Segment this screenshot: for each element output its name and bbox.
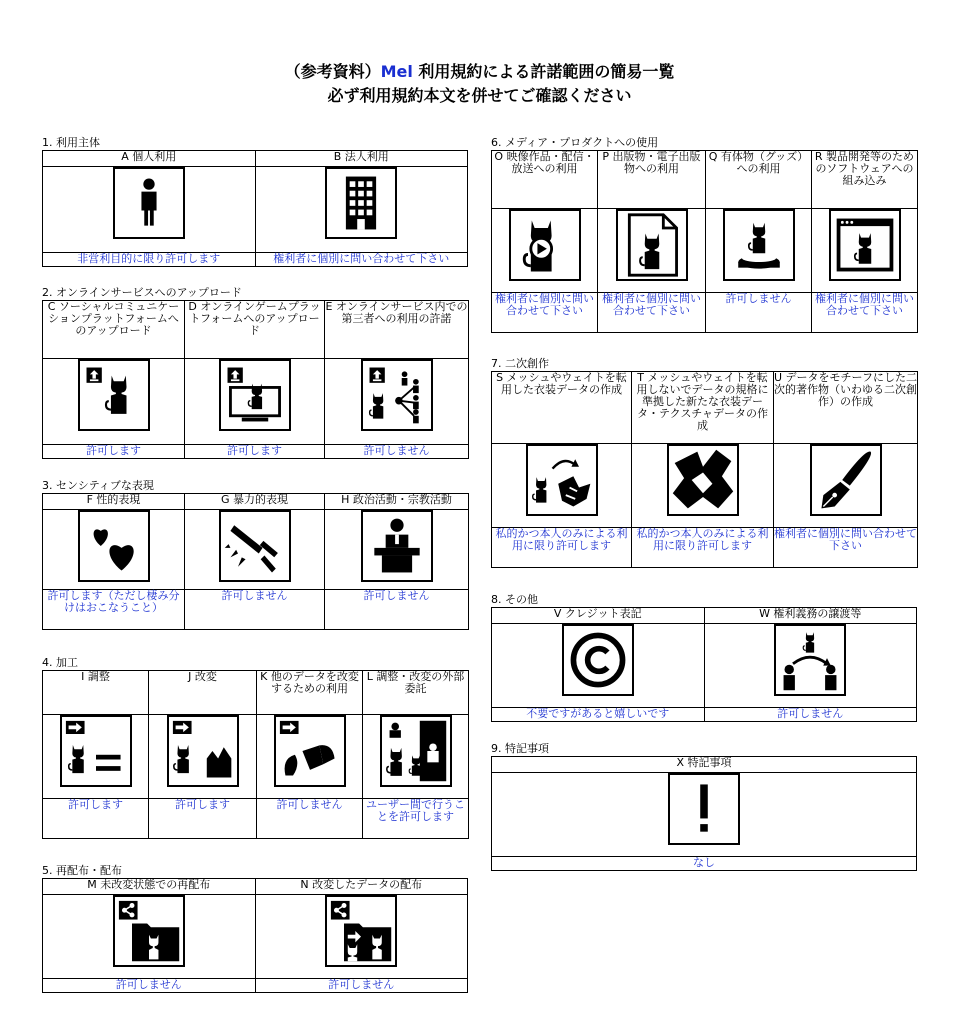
figure-icon bbox=[723, 209, 795, 281]
status-d: 許可します bbox=[185, 445, 325, 459]
header-r: R 製品開発等のためのソフトウェアへの組み込み bbox=[812, 151, 918, 209]
status-f: 許可します（ただし棲み分けはおこなうこと） bbox=[43, 590, 185, 630]
status-l: ユーザー間で行うことを許可します bbox=[363, 799, 469, 839]
header-g: G 暴力的表現 bbox=[185, 494, 325, 510]
status-w: 許可しません bbox=[704, 708, 917, 722]
section-label: 4. 加工 bbox=[42, 656, 78, 669]
modify-icon bbox=[167, 715, 239, 787]
status-i: 許可します bbox=[43, 799, 149, 839]
status-s: 私的かつ本人のみによる利用に限り許可します bbox=[492, 528, 632, 568]
status-q: 許可しません bbox=[706, 293, 812, 333]
header-i: I 調整 bbox=[43, 671, 149, 715]
status-x: なし bbox=[492, 857, 917, 871]
status-p: 権利者に個別に問い合わせて下さい bbox=[598, 293, 706, 333]
status-r: 権利者に個別に問い合わせて下さい bbox=[812, 293, 918, 333]
hearts-icon bbox=[78, 510, 150, 582]
section-other bbox=[491, 593, 917, 722]
header-q: Q 有体物（グッズ）への利用 bbox=[706, 151, 812, 209]
title-brand: Mel bbox=[380, 62, 413, 81]
status-m: 許可しません bbox=[43, 979, 256, 993]
transfer-icon bbox=[774, 624, 846, 696]
section-label: 8. その他 bbox=[491, 593, 538, 606]
section-label: 7. 二次創作 bbox=[491, 357, 549, 370]
section-label: 6. メディア・プロダクトへの使用 bbox=[491, 136, 659, 149]
status-v: 不要ですがあると嬉しいです bbox=[492, 708, 705, 722]
header-b: B 法人利用 bbox=[255, 151, 468, 167]
header-c: C ソーシャルコミュニケーションプラットフォームへのアップロード bbox=[43, 301, 185, 359]
header-s: S メッシュやウェイトを転用した衣装データの作成 bbox=[492, 372, 632, 444]
section-label: 1. 利用主体 bbox=[42, 136, 100, 149]
copyright-icon bbox=[562, 624, 634, 696]
header-p: P 出版物・電子出版物への利用 bbox=[598, 151, 706, 209]
section-special-notes bbox=[491, 742, 917, 871]
header-j: J 改変 bbox=[149, 671, 257, 715]
header-n: N 改変したデータの配布 bbox=[255, 879, 468, 895]
header-w: W 権利義務の譲渡等 bbox=[704, 608, 917, 624]
software-icon bbox=[829, 209, 901, 281]
header-l: L 調整・改変の外部委託 bbox=[363, 671, 469, 715]
section-redistribution bbox=[42, 864, 468, 993]
status-e: 許可しません bbox=[325, 445, 469, 459]
pen-icon bbox=[810, 444, 882, 516]
section-online-upload bbox=[42, 286, 468, 459]
page-subtitle: 必ず利用規約本文を併せてご確認ください bbox=[327, 86, 632, 105]
status-a: 非営利目的に限り許可します bbox=[43, 253, 256, 267]
status-t: 私的かつ本人のみによる利用に限り許可します bbox=[632, 528, 774, 568]
section-label: 5. 再配布・配布 bbox=[42, 864, 122, 877]
remix-icon bbox=[274, 715, 346, 787]
status-c: 許可します bbox=[43, 445, 185, 459]
title-prefix: （参考資料） bbox=[284, 62, 381, 81]
upload-cat-icon bbox=[78, 359, 150, 431]
section-label: 2. オンラインサービスへのアップロード bbox=[42, 286, 242, 299]
podium-icon bbox=[361, 510, 433, 582]
header-x: X 特記事項 bbox=[492, 757, 917, 773]
title-rest: 利用規約による許諾範囲の簡易一覧 bbox=[412, 62, 675, 81]
status-u: 権利者に個別に問い合わせて下さい bbox=[774, 528, 918, 568]
status-j: 許可します bbox=[149, 799, 257, 839]
header-m: M 未改変状態での再配布 bbox=[43, 879, 256, 895]
adjust-icon bbox=[60, 715, 132, 787]
upload-monitor-icon bbox=[219, 359, 291, 431]
page-title bbox=[0, 60, 959, 84]
section-user-type bbox=[42, 136, 468, 267]
cloth-icon bbox=[667, 444, 739, 516]
building-icon bbox=[325, 167, 397, 239]
share-modified-icon bbox=[325, 895, 397, 967]
video-icon bbox=[509, 209, 581, 281]
status-h: 許可しません bbox=[325, 590, 469, 630]
header-a: A 個人利用 bbox=[43, 151, 256, 167]
share-folder-icon bbox=[113, 895, 185, 967]
section-label: 3. センシティブな表現 bbox=[42, 479, 154, 492]
exclamation-icon bbox=[668, 773, 740, 845]
knife-icon bbox=[219, 510, 291, 582]
header-e: E オンラインサービス内での第三者への利用の許諾 bbox=[325, 301, 469, 359]
section-label: 9. 特記事項 bbox=[491, 742, 549, 755]
section-sensitive bbox=[42, 479, 468, 630]
upload-share-icon bbox=[361, 359, 433, 431]
cloth-convert-icon bbox=[526, 444, 598, 516]
header-f: F 性的表現 bbox=[43, 494, 185, 510]
header-v: V クレジット表記 bbox=[492, 608, 705, 624]
status-g: 許可しません bbox=[185, 590, 325, 630]
status-n: 許可しません bbox=[255, 979, 468, 993]
status-b: 権利者に個別に問い合わせて下さい bbox=[255, 253, 468, 267]
status-o: 権利者に個別に問い合わせて下さい bbox=[492, 293, 598, 333]
header-o: O 映像作品・配信・放送への利用 bbox=[492, 151, 598, 209]
status-k: 許可しません bbox=[257, 799, 363, 839]
header-h: H 政治活動・宗教活動 bbox=[325, 494, 469, 510]
outsource-icon bbox=[380, 715, 452, 787]
header-k: K 他のデータを改変するための利用 bbox=[257, 671, 363, 715]
section-media bbox=[491, 136, 917, 333]
header-u: U データをモチーフにした二次的著作物（いわゆる二次創作）の作成 bbox=[774, 372, 918, 444]
document-icon bbox=[616, 209, 688, 281]
section-processing bbox=[42, 656, 468, 839]
section-derivative bbox=[491, 357, 917, 568]
header-d: D オンラインゲームプラットフォームへのアップロード bbox=[185, 301, 325, 359]
header-t: T メッシュやウェイトを転用しないでデータの規格に準拠した新たな衣装データ・テクスチャデータの作成 bbox=[632, 372, 774, 444]
person-icon bbox=[113, 167, 185, 239]
